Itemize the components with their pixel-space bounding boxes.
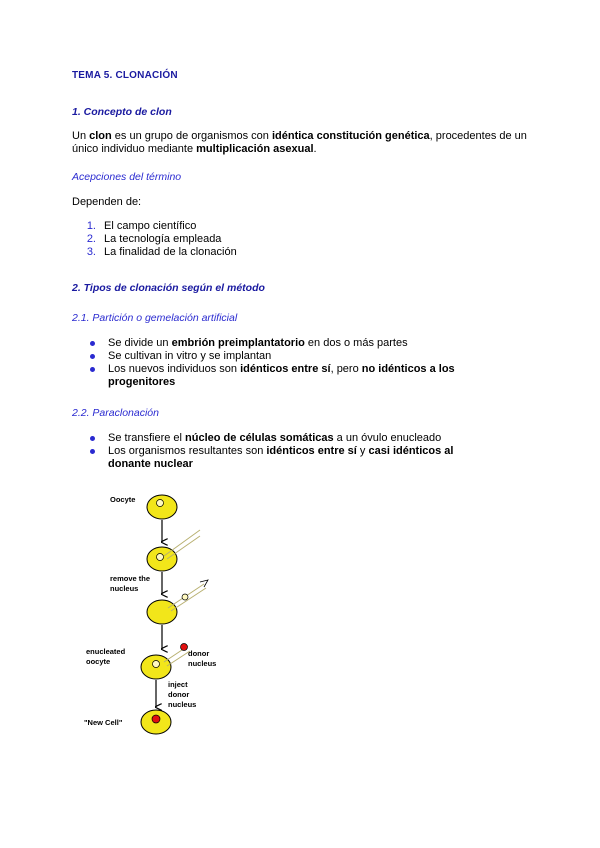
enucleated-label-1: enucleated [86, 647, 126, 656]
list-item: 2. La tecnología empleada [86, 233, 222, 245]
inject-label-2: donor [168, 690, 190, 699]
donor-nucleus-label-1: donor [188, 649, 210, 658]
nuclear-transfer-diagram [80, 488, 260, 748]
enucleated-label-2: oocyte [86, 657, 111, 666]
section-2-heading: 2. Tipos de clonación según el método [72, 282, 265, 294]
list-item: Los nuevos individuos son idénticos entre sí, pero no idénticos a los progenitores [72, 363, 492, 389]
oocyte-nucleus [157, 554, 164, 561]
bullet-icon [90, 367, 95, 372]
oocyte-label: Oocyte [110, 495, 136, 504]
donor-nucleus-label-2: nucleus [188, 659, 217, 668]
list-item: 1. El campo científico [86, 220, 197, 232]
page-title: TEMA 5. CLONACIÓN [72, 70, 178, 81]
oocyte-cell [147, 495, 177, 519]
section-2-1-heading: 2.1. Partición o gemelación artificial [72, 312, 238, 324]
remove-nucleus-label-2: nucleus [110, 584, 139, 593]
list-item: Se transfiere el núcleo de células somáticas a un óvulo enucleado [72, 432, 492, 445]
bullet-icon [90, 354, 95, 359]
bullet-icon [90, 341, 95, 346]
inject-label-1: inject [168, 680, 188, 689]
list-item: Los organismos resultantes son idénticos entre sí y casi idénticos al donante nuclear [72, 445, 492, 471]
removed-nucleus [182, 594, 188, 600]
bullet-icon [90, 436, 95, 441]
acepciones-list [72, 220, 237, 259]
inject-label-3: nucleus [168, 700, 197, 709]
bullet-icon [90, 449, 95, 454]
section-1-heading: 1. Concepto de clon [72, 106, 172, 118]
section-2-2-heading: 2.2. Paraclonación [72, 407, 159, 419]
list-item: Se cultivan in vitro y se implantan [72, 350, 492, 363]
oocyte-nucleus [157, 500, 164, 507]
depend-intro: Dependen de: [72, 196, 142, 208]
particion-bullets [72, 337, 492, 389]
acepciones-subheading: Acepciones del término [72, 171, 182, 183]
clone-definition-paragraph: Un clon es un grupo de organismos con idéntica constitución genética, procedentes de un único individuo mediante multiplicación asexual. [72, 130, 527, 155]
new-cell-label: "New Cell" [84, 718, 123, 727]
list-item: 3. La finalidad de la clonación [86, 246, 237, 258]
oocyte-cell [147, 600, 177, 624]
list-item: Se divide un embrión preimplantatorio en dos o más partes [72, 337, 492, 350]
remove-nucleus-label-1: remove the [110, 574, 151, 583]
donor-nucleus [181, 644, 188, 651]
paraclonacion-bullets [72, 432, 492, 471]
new-cell-nucleus [152, 715, 160, 723]
